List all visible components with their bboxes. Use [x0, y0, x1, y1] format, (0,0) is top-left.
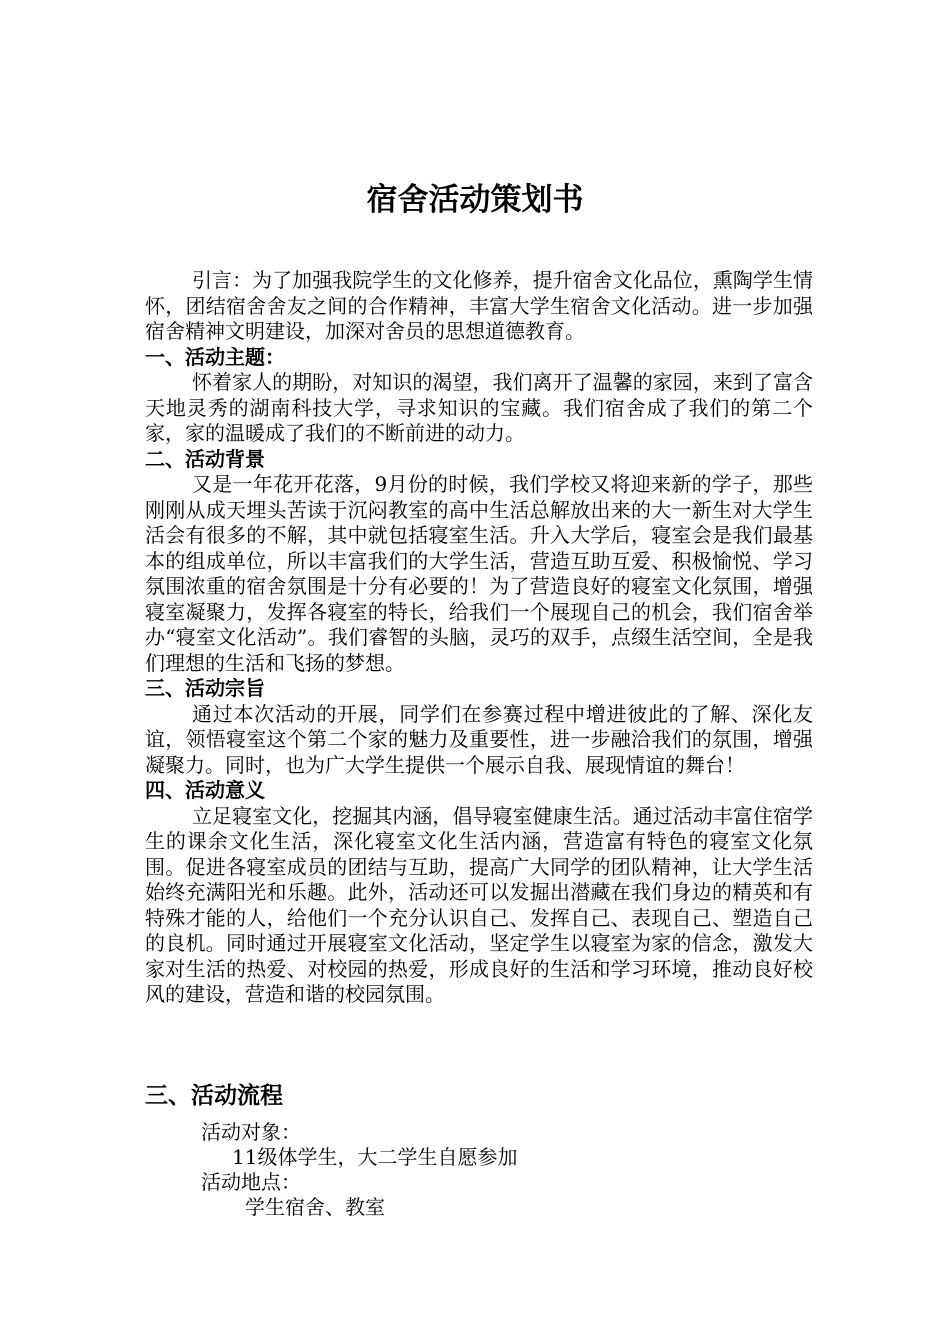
section-heading-background: 二、活动背景: [145, 446, 265, 471]
intro-label: 引言：: [192, 268, 253, 292]
section-text-purpose: 通过本次活动的开展，同学们在参赛过程中增进彼此的了解、深化友谊，领悟寝室这个第二个家的魅力及重要性，进一步融洽我们的氛围，增强凝聚力。同时，也为广大学生提供一个展示自我、展现情谊的舞台！: [145, 701, 813, 777]
section-text-background: 又是一年花开花落，9月份的时候，我们学校又将迎来新的学子，那些刚刚从成天埋头苦读于沉闷教室的高中生活总解放出来的大一新生对大学生活会有很多的不解，其中就包括寝室生活。升入大学后，寝室会是我们最基本的组成单位，所以丰富我们的大学生活，营造互助互爱、积极愉悦、学习氛围浓重的宿舍氛围是十分有必要的！为了营造良好的寝室文化氛围，增强寝室凝聚力，发挥各寝室的特长，给我们一个展现自己的机会，我们宿舍举办“寝室文化活动”。我们睿智的头脑，灵巧的双手，点缀生活空间，全是我们理想的生活和飞扬的梦想。: [145, 472, 813, 675]
section-heading-purpose: 三、活动宗旨: [145, 676, 265, 700]
intro-text: 为了加强我院学生的文化修养，提升宿舍文化品位，熏陶学生情怀，团结宿舍舍友之间的合作精神，丰富大学生宿舍文化活动。进一步加强宿舍精神文明建设，加深对舍员的思想道德教育。: [145, 268, 814, 343]
place-label: 活动地点：: [201, 1170, 301, 1194]
flow-heading: 三、活动流程: [145, 1083, 283, 1109]
intro-paragraph: [145, 268, 813, 345]
document-body: [145, 268, 813, 1008]
section-text-significance: 立足寝室文化，挖掘其内涵，倡导寝室健康生活。通过活动丰富住宿学生的课余文化生活，深化寝室文化生活内涵，营造富有特色的寝室文化氛围。促进各寝室成员的团结与互助，提高广大同学的团队精神，让大学生活始终充满阳光和乐趣。此外，活动还可以发掘出潜藏在我们身边的精英和有特殊才能的人，给他们一个充分认识自己、发挥自己、表现自己、塑造自己的良机。同时通过开展寝室文化活动，坚定学生以寝室为家的信念，激发大家对生活的热爱、对校园的热爱，形成良好的生活和学习环境，推动良好校风的建设，营造和谐的校园氛围。: [145, 803, 813, 1006]
target-label: 活动对象：: [201, 1120, 301, 1144]
document-title: 宿舍活动策划书: [366, 182, 584, 218]
section-heading-significance: 四、活动意义: [145, 778, 265, 802]
place-value: 学生宿舍、教室: [245, 1195, 385, 1219]
target-value: 11级体学生，大二学生自愿参加: [232, 1145, 518, 1169]
section-text-theme: 怀着家人的期盼，对知识的渴望，我们离开了温馨的家园，来到了富含天地灵秀的湖南科技大学，寻求知识的宝藏。我们宿舍成了我们的第二个家，家的温暖成了我们的不断前进的动力。: [145, 370, 813, 445]
section-heading-theme: 一、活动主题：: [145, 344, 285, 369]
